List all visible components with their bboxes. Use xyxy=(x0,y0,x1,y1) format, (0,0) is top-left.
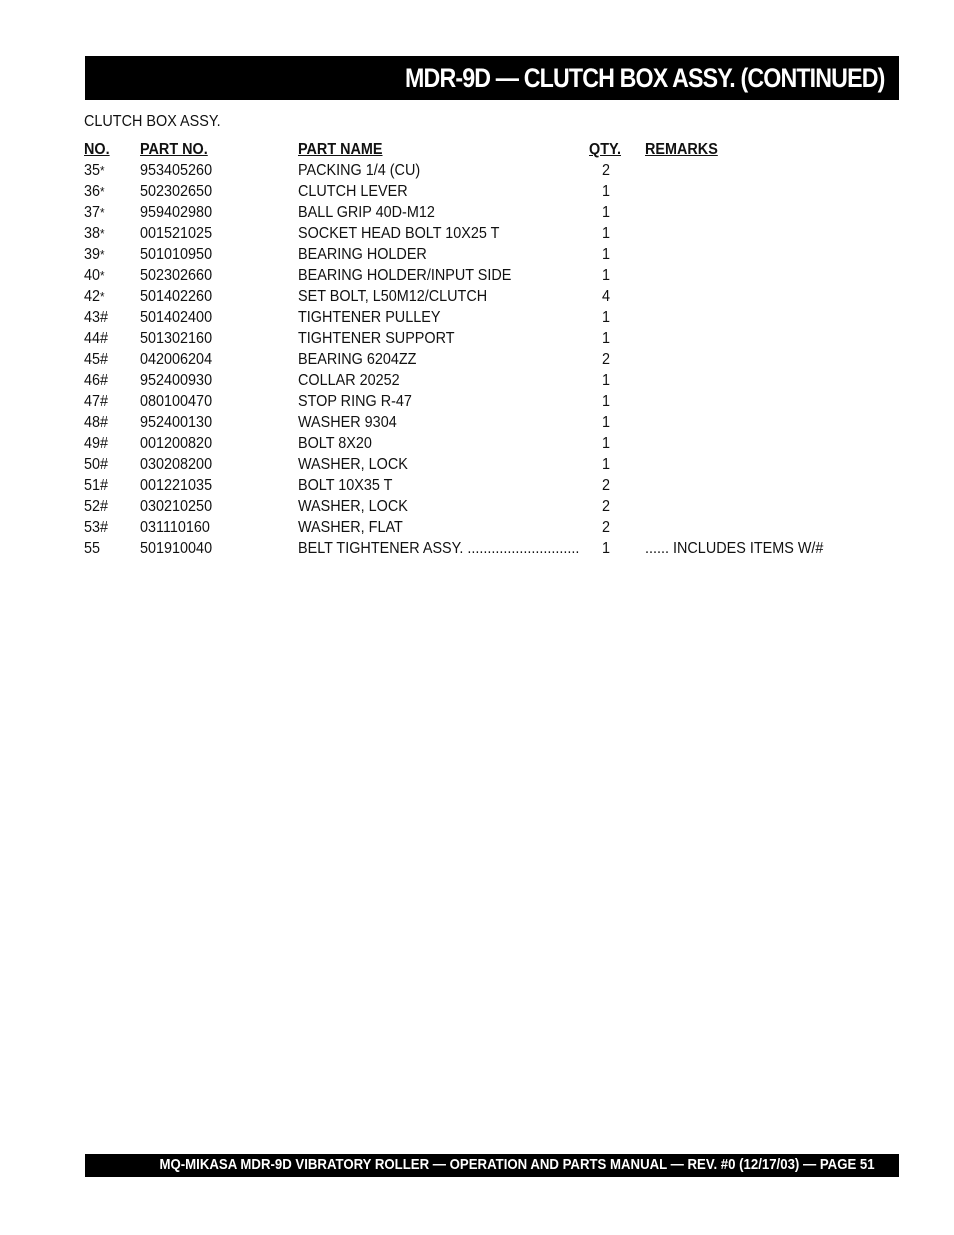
row-part-no: 502302660 xyxy=(140,267,213,284)
row-part-no: 501302160 xyxy=(140,330,213,347)
table-row xyxy=(0,351,954,371)
header-qty: QTY. xyxy=(589,141,622,158)
table-row xyxy=(0,183,954,203)
row-no xyxy=(84,456,108,474)
row-part-name: STOP RING R-47 xyxy=(298,393,412,410)
row-no-value: 36 xyxy=(84,183,101,200)
header-no: NO. xyxy=(84,141,110,158)
row-part-no: 501402260 xyxy=(140,288,213,305)
table-row xyxy=(0,288,954,308)
row-part-name: BEARING 6204ZZ xyxy=(298,351,417,368)
table-row xyxy=(0,267,954,287)
row-part-name: WASHER, FLAT xyxy=(298,519,403,536)
row-no-value: 40 xyxy=(84,267,101,284)
table-row xyxy=(0,309,954,329)
row-mark: * xyxy=(100,247,105,262)
row-mark: # xyxy=(100,519,109,536)
row-no-value: 51 xyxy=(84,477,101,494)
row-no xyxy=(84,414,108,432)
row-part-name: SET BOLT, L50M12/CLUTCH xyxy=(298,288,488,305)
row-no-value: 46 xyxy=(84,372,101,389)
row-no xyxy=(84,393,108,411)
row-part-name: SOCKET HEAD BOLT 10X25 T xyxy=(298,225,500,242)
row-part-name: BELT TIGHTENER ASSY. ............................ xyxy=(298,540,580,557)
row-qty: 1 xyxy=(601,267,611,284)
row-part-no: 080100470 xyxy=(140,393,213,410)
row-mark: # xyxy=(100,435,109,452)
row-no-value: 42 xyxy=(84,288,101,305)
row-no-value: 35 xyxy=(84,162,101,179)
table-row xyxy=(0,498,954,518)
row-no xyxy=(84,246,105,264)
row-no xyxy=(84,477,108,495)
row-part-no: 501910040 xyxy=(140,540,213,557)
table-row xyxy=(0,225,954,245)
row-mark: # xyxy=(100,309,109,326)
row-qty: 2 xyxy=(601,351,611,368)
row-mark: * xyxy=(100,226,105,241)
row-mark: # xyxy=(100,351,109,368)
row-part-no: 953405260 xyxy=(140,162,213,179)
row-part-name: BEARING HOLDER/INPUT SIDE xyxy=(298,267,512,284)
row-qty: 2 xyxy=(601,477,611,494)
header-remarks: REMARKS xyxy=(645,141,718,158)
row-mark: * xyxy=(100,268,105,283)
row-part-name: WASHER 9304 xyxy=(298,414,397,431)
row-mark: # xyxy=(100,393,109,410)
row-qty: 1 xyxy=(601,309,611,326)
header-part-no: PART NO. xyxy=(140,141,208,158)
row-no-value: 39 xyxy=(84,246,101,263)
row-qty: 1 xyxy=(601,456,611,473)
row-qty: 1 xyxy=(601,435,611,452)
row-part-no: 952400930 xyxy=(140,372,213,389)
title-bar xyxy=(85,56,899,100)
row-part-name: CLUTCH LEVER xyxy=(298,183,408,200)
footer-text: MQ-MIKASA MDR-9D VIBRATORY ROLLER — OPERATION AND PARTS MANUAL — REV. #0 (12/17/03) — PAGE 51 xyxy=(159,1156,875,1173)
row-mark: # xyxy=(100,330,109,347)
row-no xyxy=(84,330,108,348)
row-no-value: 53 xyxy=(84,519,101,536)
row-no xyxy=(84,288,105,306)
row-mark: * xyxy=(100,163,105,178)
table-row xyxy=(0,330,954,350)
row-no xyxy=(84,204,105,222)
row-no xyxy=(84,435,108,453)
row-part-no: 001521025 xyxy=(140,225,213,242)
row-part-no: 030210250 xyxy=(140,498,213,515)
row-part-no: 501402400 xyxy=(140,309,213,326)
row-no-value: 43 xyxy=(84,309,101,326)
row-qty: 2 xyxy=(601,498,611,515)
row-part-no: 001200820 xyxy=(140,435,213,452)
row-part-name: BOLT 10X35 T xyxy=(298,477,393,494)
row-qty: 1 xyxy=(601,246,611,263)
row-mark: # xyxy=(100,414,109,431)
table-row xyxy=(0,162,954,182)
row-part-name: BEARING HOLDER xyxy=(298,246,427,263)
row-qty: 1 xyxy=(601,225,611,242)
row-qty: 2 xyxy=(601,162,611,179)
table-row xyxy=(0,540,954,560)
row-qty: 4 xyxy=(601,288,611,305)
section-label: CLUTCH BOX ASSY. xyxy=(84,113,221,130)
row-part-no: 959402980 xyxy=(140,204,213,221)
row-part-no: 501010950 xyxy=(140,246,213,263)
row-mark: * xyxy=(100,184,105,199)
row-part-name: WASHER, LOCK xyxy=(298,498,408,515)
page-title: MDR-9D — CLUTCH BOX ASSY. (CONTINUED) xyxy=(405,63,885,93)
row-part-name: COLLAR 20252 xyxy=(298,372,400,389)
row-qty: 1 xyxy=(601,540,611,557)
row-no-value: 52 xyxy=(84,498,101,515)
row-no-value: 38 xyxy=(84,225,101,242)
row-part-no: 001221035 xyxy=(140,477,213,494)
table-row xyxy=(0,435,954,455)
row-part-name: BALL GRIP 40D-M12 xyxy=(298,204,435,221)
row-no xyxy=(84,183,105,201)
row-no xyxy=(84,351,108,369)
table-row xyxy=(0,414,954,434)
row-no-value: 55 xyxy=(84,540,101,557)
table-row xyxy=(0,372,954,392)
row-qty: 1 xyxy=(601,372,611,389)
table-row xyxy=(0,456,954,476)
row-part-no: 030208200 xyxy=(140,456,213,473)
table-header xyxy=(0,141,954,161)
row-no xyxy=(84,309,108,327)
row-no-value: 47 xyxy=(84,393,101,410)
row-no xyxy=(84,540,100,558)
row-part-name: BOLT 8X20 xyxy=(298,435,372,452)
table-row xyxy=(0,393,954,413)
row-part-name: TIGHTENER SUPPORT xyxy=(298,330,455,347)
row-part-name: PACKING 1/4 (CU) xyxy=(298,162,421,179)
row-part-name: WASHER, LOCK xyxy=(298,456,408,473)
header-part-name: PART NAME xyxy=(298,141,383,158)
row-part-no: 031110160 xyxy=(140,519,210,536)
row-mark: * xyxy=(100,289,105,304)
row-no xyxy=(84,225,105,243)
row-qty: 1 xyxy=(601,393,611,410)
row-no xyxy=(84,519,108,537)
row-qty: 1 xyxy=(601,330,611,347)
row-no-value: 37 xyxy=(84,204,101,221)
row-no-value: 50 xyxy=(84,456,101,473)
row-no xyxy=(84,498,108,516)
table-row xyxy=(0,519,954,539)
row-qty: 1 xyxy=(601,204,611,221)
row-mark: * xyxy=(100,205,105,220)
row-no xyxy=(84,372,108,390)
row-no-value: 49 xyxy=(84,435,101,452)
row-qty: 1 xyxy=(601,183,611,200)
row-mark: # xyxy=(100,498,109,515)
table-row xyxy=(0,246,954,266)
row-no-value: 48 xyxy=(84,414,101,431)
table-row xyxy=(0,477,954,497)
row-remarks: ...... INCLUDES ITEMS W/# xyxy=(645,540,824,557)
row-qty: 2 xyxy=(601,519,611,536)
row-mark: # xyxy=(100,477,109,494)
row-no-value: 44 xyxy=(84,330,101,347)
footer-bar xyxy=(85,1154,899,1177)
row-qty: 1 xyxy=(601,414,611,431)
table-row xyxy=(0,204,954,224)
row-part-no: 042006204 xyxy=(140,351,213,368)
row-no-value: 45 xyxy=(84,351,101,368)
row-part-no: 502302650 xyxy=(140,183,213,200)
row-mark: # xyxy=(100,372,109,389)
row-part-name: TIGHTENER PULLEY xyxy=(298,309,441,326)
row-part-no: 952400130 xyxy=(140,414,213,431)
row-no xyxy=(84,162,105,180)
row-no xyxy=(84,267,105,285)
row-mark: # xyxy=(100,456,109,473)
